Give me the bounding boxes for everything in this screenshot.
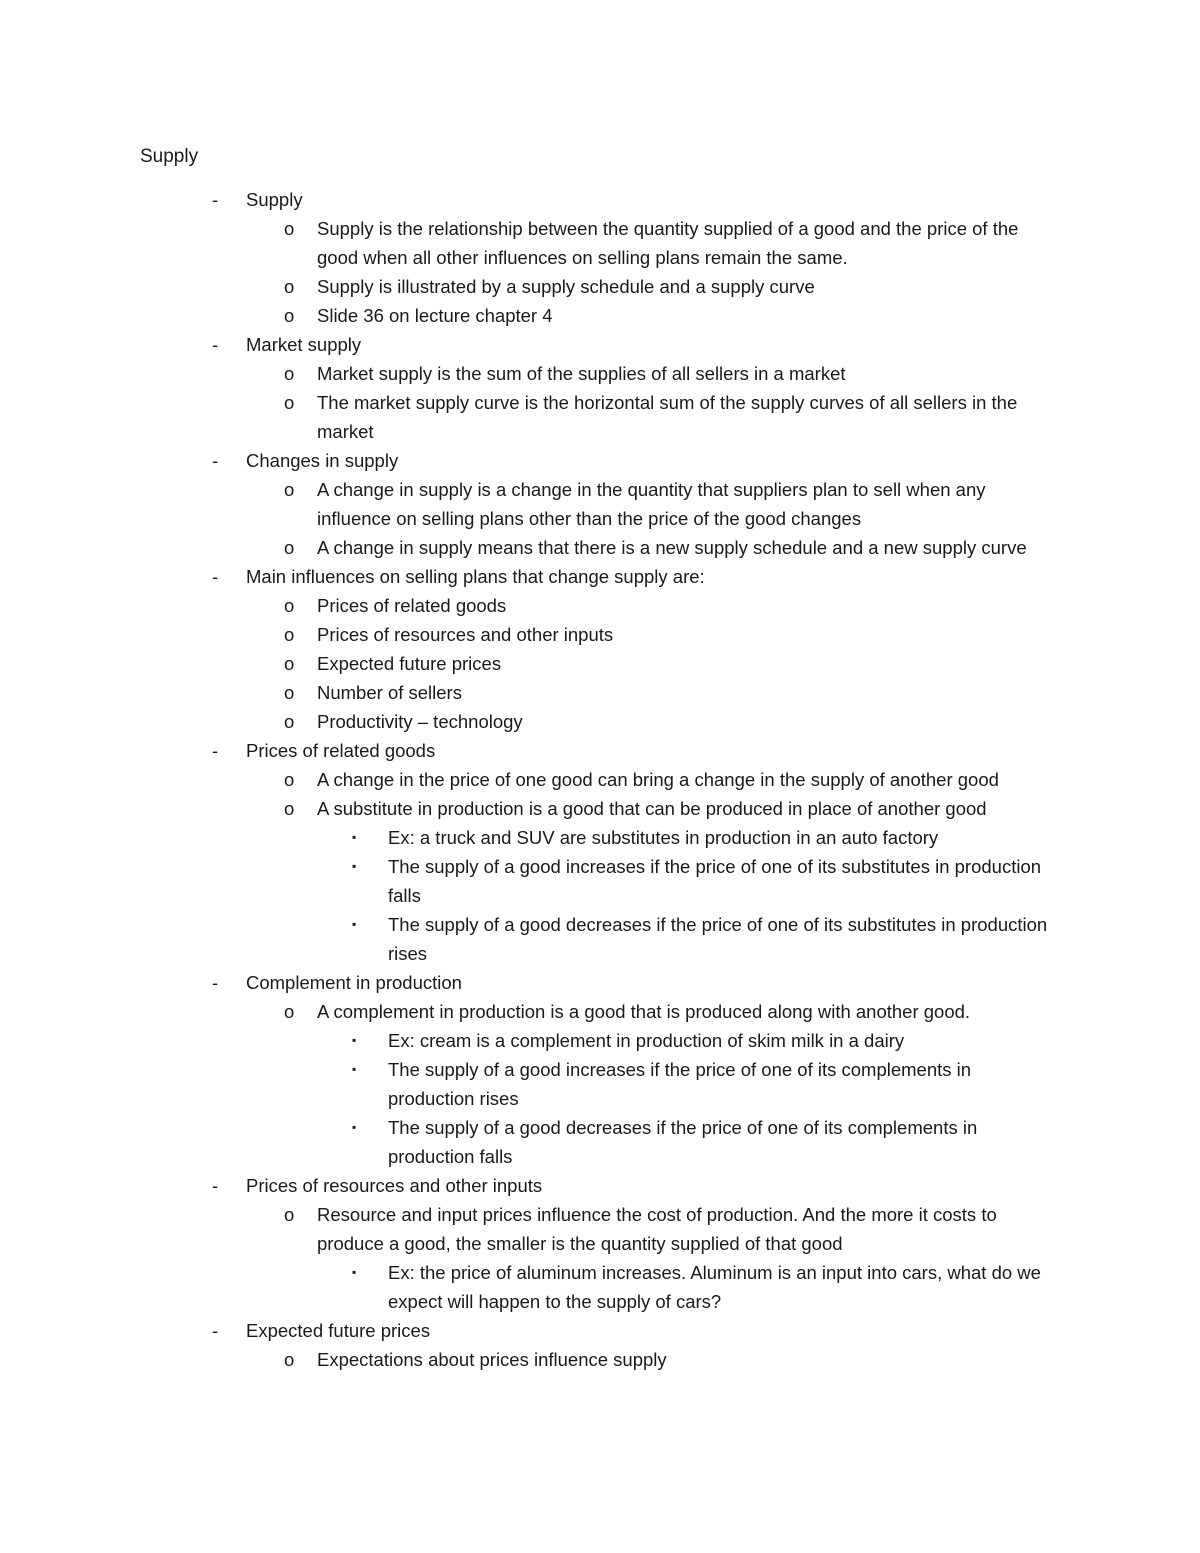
- list-item-text: Market supply is the sum of the supplies of all sellers in a market: [317, 363, 846, 384]
- list-item: [0, 765, 1200, 794]
- section-heading-text: Changes in supply: [246, 450, 399, 471]
- bullet-marker-circle: o: [284, 798, 295, 819]
- section-heading: [0, 736, 1200, 765]
- bullet-marker-circle: o: [284, 276, 295, 297]
- list-item: [0, 620, 1200, 649]
- section-heading-text: Prices of related goods: [246, 740, 436, 761]
- sub-list-item: [0, 1055, 1200, 1113]
- bullet-marker-circle: o: [284, 305, 295, 326]
- section-heading-text: Market supply: [246, 334, 362, 355]
- list-item: [0, 359, 1200, 388]
- bullet-marker-square: ▪: [352, 1120, 357, 1134]
- section-heading: [0, 1171, 1200, 1200]
- section-heading: [0, 185, 1200, 214]
- section-heading: [0, 330, 1200, 359]
- document-title: Supply: [140, 146, 199, 167]
- list-item: [0, 649, 1200, 678]
- bullet-marker-square: ▪: [352, 917, 357, 931]
- sub-list-item: [0, 1258, 1200, 1316]
- list-item: [0, 272, 1200, 301]
- sub-list-item-text: The supply of a good decreases if the price of one of its complements in production falls: [388, 1117, 978, 1167]
- section-heading: [0, 562, 1200, 591]
- list-item: [0, 533, 1200, 562]
- list-item-text: A substitute in production is a good that can be produced in place of another good: [317, 798, 987, 819]
- sub-list-item-text: The supply of a good decreases if the price of one of its substitutes in production rises: [388, 914, 1048, 964]
- section-heading-text: Complement in production: [246, 972, 462, 993]
- section-heading: [0, 446, 1200, 475]
- bullet-marker-circle: o: [284, 1349, 295, 1370]
- bullet-marker-square: ▪: [352, 859, 357, 873]
- section-heading: [0, 1316, 1200, 1345]
- bullet-marker-dash: -: [212, 334, 219, 355]
- outline-list: [0, 185, 1200, 1374]
- list-item: [0, 214, 1200, 272]
- bullet-marker-circle: o: [284, 711, 295, 732]
- list-item: [0, 591, 1200, 620]
- list-item: [0, 301, 1200, 330]
- section-heading: [0, 968, 1200, 997]
- list-item-text: The market supply curve is the horizontal sum of the supply curves of all sellers in the market: [317, 392, 1018, 442]
- list-item: [0, 388, 1200, 446]
- bullet-marker-dash: -: [212, 450, 219, 471]
- bullet-marker-circle: o: [284, 682, 295, 703]
- bullet-marker-circle: o: [284, 1204, 295, 1225]
- bullet-marker-circle: o: [284, 363, 295, 384]
- list-item-text: Resource and input prices influence the cost of production. And the more it costs to produce a good, the smaller is the quantity supplied of that good: [317, 1204, 997, 1254]
- bullet-marker-dash: -: [212, 566, 219, 587]
- bullet-marker-circle: o: [284, 595, 295, 616]
- list-item-text: Supply is the relationship between the quantity supplied of a good and the price of the good when all other influences on selling plans remain the same.: [317, 218, 1019, 268]
- sub-list-item-text: The supply of a good increases if the price of one of its complements in production rises: [388, 1059, 972, 1109]
- sub-list-item: [0, 852, 1200, 910]
- sub-list-item: [0, 1026, 1200, 1055]
- list-item-text: Expected future prices: [317, 653, 502, 674]
- section-heading-text: Expected future prices: [246, 1320, 431, 1341]
- list-item: [0, 475, 1200, 533]
- list-item-text: Number of sellers: [317, 682, 462, 703]
- sub-list-item-text: Ex: a truck and SUV are substitutes in production in an auto factory: [388, 827, 939, 848]
- bullet-marker-dash: -: [212, 189, 219, 210]
- list-item: [0, 678, 1200, 707]
- list-item-text: Prices of related goods: [317, 595, 507, 616]
- bullet-marker-dash: -: [212, 740, 219, 761]
- bullet-marker-circle: o: [284, 653, 295, 674]
- bullet-marker-square: ▪: [352, 1265, 357, 1279]
- bullet-marker-circle: o: [284, 537, 295, 558]
- bullet-marker-square: ▪: [352, 1033, 357, 1047]
- list-item-text: Expectations about prices influence supply: [317, 1349, 667, 1370]
- list-item-text: Prices of resources and other inputs: [317, 624, 614, 645]
- list-item: [0, 1200, 1200, 1258]
- bullet-marker-square: ▪: [352, 1062, 357, 1076]
- list-item-text: A complement in production is a good that is produced along with another good.: [317, 1001, 971, 1022]
- sub-list-item-text: Ex: cream is a complement in production of skim milk in a dairy: [388, 1030, 905, 1051]
- bullet-marker-circle: o: [284, 1001, 295, 1022]
- bullet-marker-circle: o: [284, 479, 295, 500]
- section-heading-text: Supply: [246, 189, 303, 210]
- list-item: [0, 1345, 1200, 1374]
- list-item: [0, 707, 1200, 736]
- bullet-marker-circle: o: [284, 392, 295, 413]
- bullet-marker-dash: -: [212, 972, 219, 993]
- list-item: [0, 997, 1200, 1026]
- list-item-text: A change in supply is a change in the quantity that suppliers plan to sell when any influence on selling plans other than the price of the good changes: [317, 479, 986, 529]
- list-item-text: Slide 36 on lecture chapter 4: [317, 305, 553, 326]
- bullet-marker-dash: -: [212, 1175, 219, 1196]
- list-item-text: Productivity – technology: [317, 711, 523, 732]
- bullet-marker-circle: o: [284, 624, 295, 645]
- list-item: [0, 794, 1200, 823]
- bullet-marker-circle: o: [284, 769, 295, 790]
- section-heading-text: Main influences on selling plans that change supply are:: [246, 566, 705, 587]
- sub-list-item-text: Ex: the price of aluminum increases. Aluminum is an input into cars, what do we expect will happen to the supply of cars?: [388, 1262, 1041, 1312]
- sub-list-item-text: The supply of a good increases if the price of one of its substitutes in production falls: [388, 856, 1042, 906]
- sub-list-item: [0, 823, 1200, 852]
- section-heading-text: Prices of resources and other inputs: [246, 1175, 543, 1196]
- sub-list-item: [0, 1113, 1200, 1171]
- list-item-text: A change in the price of one good can bring a change in the supply of another good: [317, 769, 999, 790]
- bullet-marker-square: ▪: [352, 830, 357, 844]
- bullet-marker-circle: o: [284, 218, 295, 239]
- bullet-marker-dash: -: [212, 1320, 219, 1341]
- list-item-text: A change in supply means that there is a new supply schedule and a new supply curve: [317, 537, 1027, 558]
- list-item-text: Supply is illustrated by a supply schedule and a supply curve: [317, 276, 815, 297]
- sub-list-item: [0, 910, 1200, 968]
